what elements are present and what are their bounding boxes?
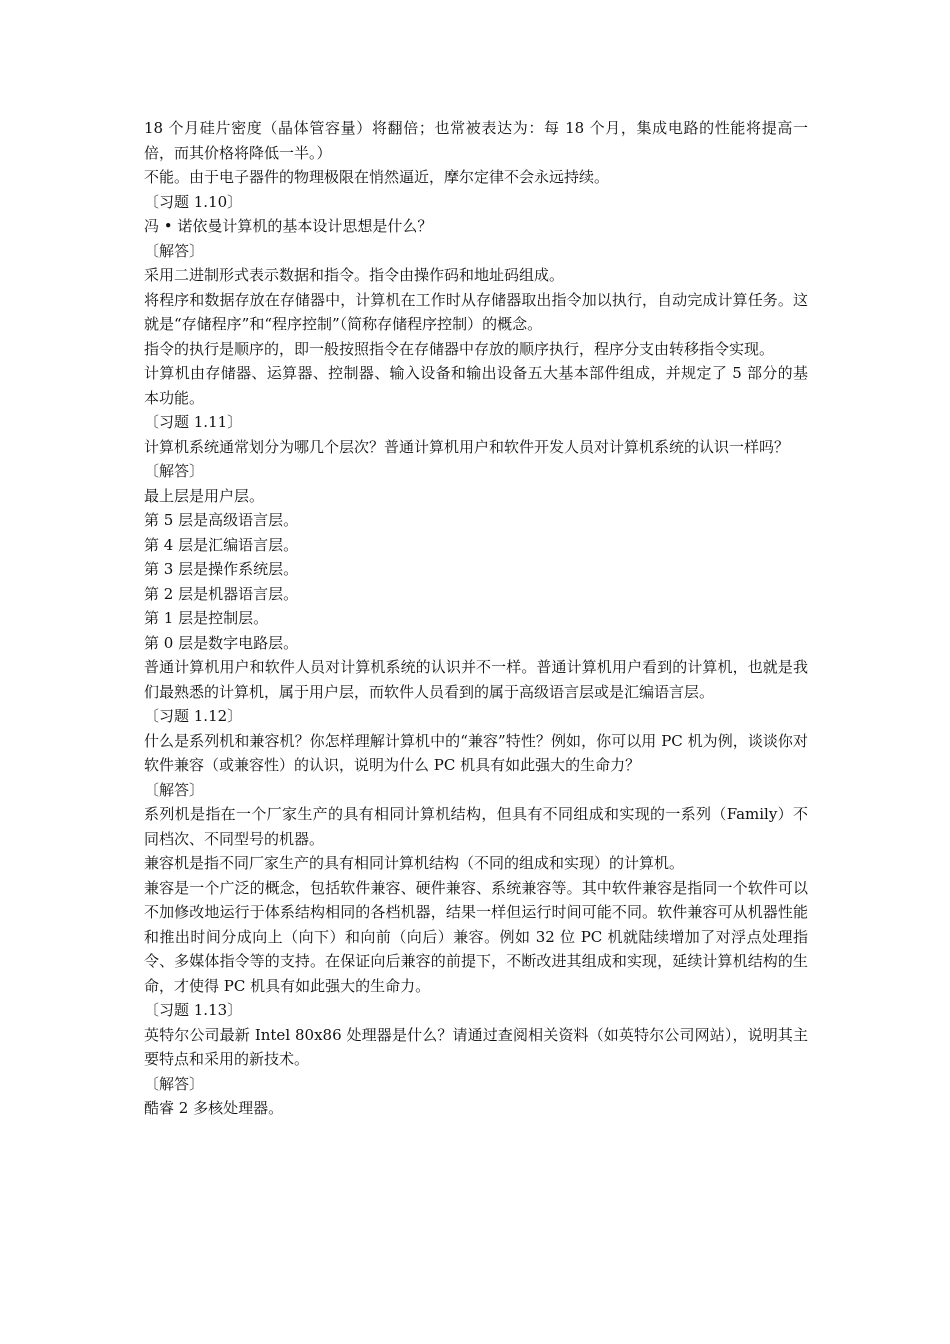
answer-paragraph: 指令的执行是顺序的，即一般按照指令在存储器中存放的顺序执行，程序分支由转移指令实现。 <box>144 339 775 358</box>
answer-paragraph: 第 1 层是控制层。 <box>144 609 269 627</box>
paragraph-moore-law-definition: 18 个月硅片密度（晶体管容量）将翻倍；也常被表达为：每 18 个月，集成电路的性能将提高一倍，而其价格将降低一半。） <box>144 119 808 162</box>
answer-paragraph: 普通计算机用户和软件人员对计算机系统的认识并不一样。普通计算机用户看到的计算机，也就是我们最熟悉的计算机，属于用户层，而软件人员看到的属于高级语言层或是汇编语言层。 <box>144 658 808 701</box>
exercise-question-1-12: 什么是系列机和兼容机？你怎样理解计算机中的“兼容”特性？例如，你可以用 PC 机为例，谈谈你对软件兼容（或兼容性）的认识，说明为什么 PC 机具有如此强大的生命力？ <box>144 731 808 774</box>
answer-paragraph: 系列机是指在一个厂家生产的具有相同计算机结构，但具有不同组成和实现的一系列（Family）不同档次、不同型号的机器。 <box>144 805 808 848</box>
answer-label: 〔解答〕 <box>144 241 205 260</box>
exercise-heading-1-13: 〔习题 1.13〕 <box>144 1001 243 1019</box>
answer-label: 〔解答〕 <box>144 780 205 799</box>
answer-label: 〔解答〕 <box>144 1074 205 1093</box>
document-body <box>144 116 808 1121</box>
answer-paragraph: 第 5 层是高级语言层。 <box>144 511 299 529</box>
answer-paragraph: 采用二进制形式表示数据和指令。指令由操作码和地址码组成。 <box>144 266 565 284</box>
answer-paragraph: 兼容是一个广泛的概念，包括软件兼容、硬件兼容、系统兼容等。其中软件兼容是指同一个软件可以不加修改地运行于体系结构相同的各档机器，结果一样但运行时间可能不同。软件兼容可从机器性能和推出时间分成向上（向下）和向前（向后）兼容。例如 32 位 PC 机就陆续增加了对浮点处理指令、多媒体指令等的支持。在保证向后兼容的前提下，不断改进其组成和实现，延续计算机结构的生命，才使得 PC 机具有如此强大的生命力。 <box>144 878 808 995</box>
answer-label: 〔解答〕 <box>144 462 205 480</box>
exercise-heading-1-11: 〔习题 1.11〕 <box>144 413 243 431</box>
answer-paragraph: 第 4 层是汇编语言层。 <box>144 535 299 554</box>
answer-paragraph: 第 2 层是机器语言层。 <box>144 584 299 603</box>
answer-paragraph: 最上层是用户层。 <box>144 486 265 505</box>
paragraph-moore-law-limit: 不能。由于电子器件的物理极限在悄然逼近，摩尔定律不会永远持续。 <box>144 168 610 186</box>
answer-paragraph: 第 0 层是数字电路层。 <box>144 633 299 652</box>
answer-paragraph: 酷睿 2 多核处理器。 <box>144 1099 284 1117</box>
exercise-question-1-11: 计算机系统通常划分为哪几个层次？普通计算机用户和软件开发人员对计算机系统的认识一样吗？ <box>144 437 790 456</box>
exercise-question-1-13: 英特尔公司最新 Intel 80x86 处理器是什么？请通过查阅相关资料（如英特尔公司网站），说明其主要特点和采用的新技术。 <box>144 1025 808 1068</box>
answer-paragraph: 将程序和数据存放在存储器中，计算机在工作时从存储器取出指令加以执行，自动完成计算任务。这就是“存储程序”和“程序控制”（简称存储程序控制）的概念。 <box>144 290 808 333</box>
answer-paragraph: 兼容机是指不同厂家生产的具有相同计算机结构（不同的组成和实现）的计算机。 <box>144 854 685 872</box>
exercise-heading-1-12: 〔习题 1.12〕 <box>144 707 243 725</box>
answer-paragraph: 计算机由存储器、运算器、控制器、输入设备和输出设备五大基本部件组成，并规定了 5 部分的基本功能。 <box>144 364 808 407</box>
exercise-heading-1-10: 〔习题 1.10〕 <box>144 192 243 211</box>
exercise-question-1-10: 冯 • 诺依曼计算机的基本设计思想是什么？ <box>144 217 433 235</box>
answer-paragraph: 第 3 层是操作系统层。 <box>144 560 299 578</box>
